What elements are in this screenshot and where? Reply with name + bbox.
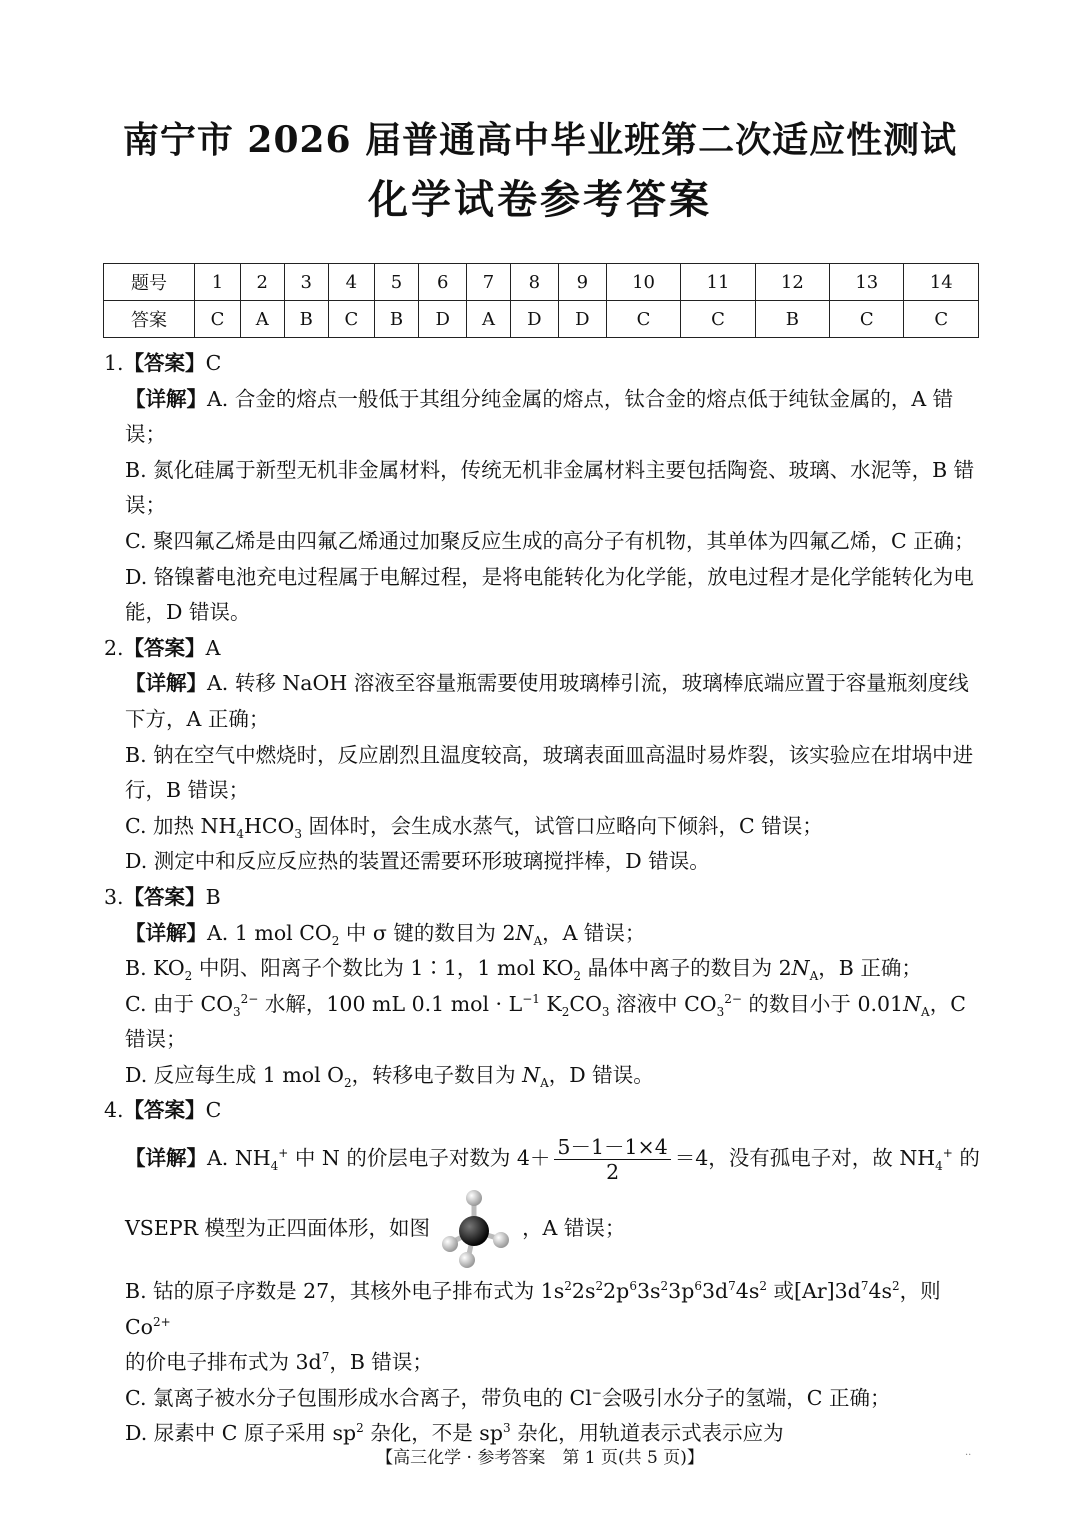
tetrahedral-molecule-model — [434, 1187, 518, 1271]
question-3 — [104, 880, 980, 1094]
text-run: 杂化，不是 sp — [363, 1421, 503, 1446]
question-answer-line — [104, 346, 980, 382]
subscript: 2 — [343, 1075, 352, 1090]
table-cell: A — [241, 301, 285, 338]
subscript: 2 — [573, 969, 582, 984]
detail-line: B. 氮化硅属于新型无机非金属材料，传统无机非金属材料主要包括陶瓷、玻璃、水泥等，B 错误； — [125, 457, 975, 518]
text-run: 的 — [952, 1146, 980, 1171]
text-run: 3p — [668, 1279, 695, 1304]
text-run: ，A 错误； — [522, 1216, 626, 1241]
detail-line — [125, 809, 980, 845]
avogadro-symbol: N — [903, 991, 922, 1016]
detail-tag: 【详解】 — [125, 1146, 207, 1171]
text-run: 溶液中 CO — [609, 991, 717, 1016]
subscript: 2 — [561, 1004, 570, 1019]
subscript: 4 — [236, 826, 244, 841]
table-cell: 4 — [328, 264, 374, 301]
text-run: D. 反应每生成 1 mol O — [125, 1062, 344, 1087]
subscript: A — [540, 1075, 549, 1090]
fraction — [554, 1135, 670, 1184]
subscript: 4 — [270, 1159, 279, 1174]
question-detail — [125, 1135, 980, 1452]
text-run: C. 氯离子被水分子包围形成水合离子，带负电的 Cl — [125, 1385, 592, 1410]
detail-line — [125, 916, 980, 952]
answer-tag: 【答案】 — [123, 884, 206, 909]
table-cell: C — [328, 301, 374, 338]
text-run: 中 σ 键的数目为 2 — [339, 920, 516, 945]
detail-tag: 【详解】 — [125, 386, 207, 411]
answer-value: C — [205, 1098, 222, 1123]
table-cell: D — [419, 301, 467, 338]
text-run: 3d — [701, 1279, 729, 1304]
subscript: 2 — [331, 933, 340, 948]
question-number: 2. — [104, 635, 124, 660]
subscript: 4 — [935, 1159, 943, 1174]
answer-tag: 【答案】 — [123, 351, 206, 375]
superscript: 2 — [595, 1279, 604, 1294]
detail-line — [125, 1058, 980, 1094]
superscript: + — [278, 1146, 289, 1161]
detail-text: A. 转移 NaOH 溶液至容量瓶需要使用玻璃棒引流，玻璃棒底端应置于容量瓶刻度线下方，A 正确； — [125, 671, 969, 731]
table-cell: 6 — [419, 264, 467, 301]
detail-line — [125, 382, 980, 453]
explanations — [104, 346, 980, 1452]
answer-value: A — [205, 635, 221, 660]
text-run: C. 加热 NH — [125, 813, 237, 838]
table-cell: B — [755, 301, 829, 338]
text-run: 晶体中离子的数目为 2 — [581, 956, 792, 981]
text-run: 的数目小于 0.01 — [741, 991, 904, 1016]
table-cell: 2 — [241, 264, 285, 301]
text-run: 或[Ar]3d — [767, 1279, 861, 1304]
text-run: CO — [569, 991, 602, 1016]
fraction-denominator: 2 — [606, 1160, 620, 1185]
table-row-answers — [104, 301, 979, 338]
superscript: 2− — [724, 991, 742, 1006]
table-cell: A — [467, 301, 511, 338]
question-answer-line — [104, 880, 980, 916]
table-cell: 14 — [904, 264, 979, 301]
text-run: A. 1 mol CO — [207, 920, 332, 945]
superscript: 2 — [564, 1279, 572, 1294]
text-run: 中 N 的价层电子对数为 4＋ — [288, 1146, 551, 1171]
detail-tag: 【详解】 — [125, 920, 207, 945]
superscript: 2− — [240, 991, 259, 1006]
question-4 — [104, 1093, 980, 1452]
text-run: 3s — [636, 1279, 661, 1304]
text-run: 会吸引水分子的氢端，C 正确； — [601, 1385, 891, 1410]
subscript: A — [809, 969, 819, 984]
text-run: ，则 Co — [125, 1279, 941, 1339]
exam-title: 南宁市 2026 届普通高中毕业班第二次适应性测试 — [122, 119, 958, 161]
question-number: 1. — [104, 351, 124, 375]
subscript: 3 — [601, 1004, 610, 1019]
superscript: + — [942, 1146, 953, 1161]
superscript: 2 — [356, 1421, 364, 1436]
detail-line — [125, 1184, 980, 1274]
text-run: ，B 正确； — [818, 956, 922, 981]
text-run: ，B 错误； — [329, 1350, 433, 1375]
row-label-answer: 答案 — [104, 301, 195, 338]
text-run: 水解，100 mL 0.1 mol · L — [258, 991, 523, 1016]
detail-line — [125, 1274, 980, 1345]
subscript: A — [921, 1004, 930, 1019]
text-run: HCO — [243, 813, 295, 838]
superscript: −1 — [522, 991, 540, 1006]
question-detail — [125, 666, 980, 880]
answer-key-title: 化学试卷参考答案 — [368, 176, 712, 223]
table-cell: 7 — [467, 264, 511, 301]
subscript: 3 — [716, 1004, 725, 1019]
detail-line — [125, 951, 980, 987]
detail-text: A. 合金的熔点一般低于其组分纯金属的熔点，钛合金的熔点低于纯钛金属的，A 错误； — [125, 386, 954, 447]
answer-value: C — [205, 351, 222, 375]
detail-line — [125, 666, 980, 737]
detail-line — [125, 1345, 980, 1381]
superscript: 6 — [694, 1279, 702, 1294]
answer-value: B — [205, 884, 221, 909]
question-number: 4. — [104, 1098, 124, 1123]
row-label-number: 题号 — [104, 264, 195, 301]
fraction-numerator: 5－1－1×4 — [554, 1135, 670, 1160]
corner-mark: ·· — [965, 1450, 972, 1461]
text-run: 中阴、阳离子个数比为 1∶1，1 mol KO — [192, 956, 574, 981]
question-detail — [125, 382, 980, 631]
detail-line: D. 测定中和反应反应热的装置还需要环形玻璃搅拌棒，D 错误。 — [125, 849, 710, 874]
superscript: − — [591, 1386, 602, 1401]
answer-tag: 【答案】 — [123, 1098, 206, 1123]
detail-line — [125, 1135, 980, 1184]
page-footer: 【高三化学 · 参考答案 第 1 页(共 5 页)】 — [376, 1448, 704, 1468]
table-row-numbers — [104, 264, 979, 301]
table-cell: 8 — [510, 264, 558, 301]
table-cell: 5 — [374, 264, 418, 301]
question-2 — [104, 631, 980, 880]
table-cell: 1 — [195, 264, 241, 301]
text-run: 4s — [735, 1279, 760, 1304]
text-run: B. 钴的原子序数是 27，其核外电子排布式为 1s — [125, 1279, 565, 1304]
avogadro-symbol: N — [515, 920, 534, 945]
text-run: D. 尿素中 C 原子采用 sp — [125, 1421, 357, 1446]
text-run: 4s — [868, 1279, 893, 1304]
table-cell: C — [195, 301, 241, 338]
table-cell: D — [558, 301, 606, 338]
text-run: ，A 错误； — [542, 920, 646, 945]
table-cell: C — [681, 301, 755, 338]
subscript: 2 — [184, 969, 193, 984]
table-cell: D — [510, 301, 558, 338]
avogadro-symbol: N — [791, 956, 810, 981]
detail-tag: 【详解】 — [125, 671, 207, 696]
text-run: 杂化，用轨道表示式表示应为 — [510, 1421, 784, 1446]
question-detail — [125, 916, 980, 1094]
superscript: 2 — [660, 1279, 669, 1294]
detail-line: D. 铬镍蓄电池充电过程属于电解过程，是将电能转化为化学能，放电过程才是化学能转化为电能，D 错误。 — [125, 564, 974, 625]
table-cell: C — [904, 301, 979, 338]
table-cell: C — [606, 301, 680, 338]
superscript: 2 — [892, 1279, 900, 1294]
superscript: 7 — [860, 1279, 869, 1294]
superscript: 2 — [759, 1279, 768, 1294]
subscript: 3 — [294, 826, 302, 841]
superscript: 6 — [629, 1279, 637, 1294]
table-cell: B — [284, 301, 328, 338]
superscript: 2+ — [153, 1314, 171, 1329]
table-cell: 12 — [755, 264, 829, 301]
text-run: 的价电子排布式为 3d — [125, 1350, 322, 1375]
text-run: 2s — [571, 1279, 596, 1304]
table-cell: C — [830, 301, 904, 338]
answer-table — [103, 263, 979, 338]
table-cell: 9 — [558, 264, 606, 301]
table-cell: 3 — [284, 264, 328, 301]
superscript: 7 — [321, 1350, 330, 1365]
superscript: 7 — [728, 1279, 736, 1294]
text-run: ＝4，没有孤电子对，故 NH — [674, 1146, 936, 1171]
text-run: VSEPR 模型为正四面体形，如图 — [125, 1216, 431, 1241]
text-run: B. KO — [125, 956, 185, 981]
table-cell: B — [374, 301, 418, 338]
table-cell: 11 — [681, 264, 755, 301]
text-run: ，转移电子数目为 — [351, 1062, 523, 1087]
subscript: A — [533, 933, 543, 948]
detail-line — [125, 987, 980, 1058]
table-cell: 13 — [830, 264, 904, 301]
text-run: ，C 错误； — [125, 991, 966, 1052]
subscript: 3 — [233, 1004, 241, 1019]
question-answer-line — [104, 1093, 980, 1129]
text-run: A. NH — [207, 1146, 271, 1171]
answer-tag: 【答案】 — [123, 635, 206, 660]
text-run: ，D 错误。 — [548, 1062, 654, 1087]
question-1 — [104, 346, 980, 631]
text-run: 2p — [603, 1279, 630, 1304]
avogadro-symbol: N — [522, 1062, 541, 1087]
question-answer-line — [104, 631, 980, 667]
detail-line: B. 钠在空气中燃烧时，反应剧烈且温度较高，玻璃表面皿高温时易炸裂，该实验应在坩埚中进行，B 错误； — [125, 742, 974, 803]
question-number: 3. — [104, 884, 124, 909]
text-run: 固体时，会生成水蒸气，试管口应略向下倾斜，C 错误； — [301, 813, 823, 838]
text-run: C. 由于 CO — [125, 991, 233, 1016]
table-cell: 10 — [606, 264, 680, 301]
detail-line — [125, 1381, 980, 1417]
text-run: K — [539, 991, 562, 1016]
detail-line: C. 聚四氟乙烯是由四氟乙烯通过加聚反应生成的高分子有机物，其单体为四氟乙烯，C 正确； — [125, 528, 975, 553]
superscript: 3 — [502, 1421, 511, 1436]
